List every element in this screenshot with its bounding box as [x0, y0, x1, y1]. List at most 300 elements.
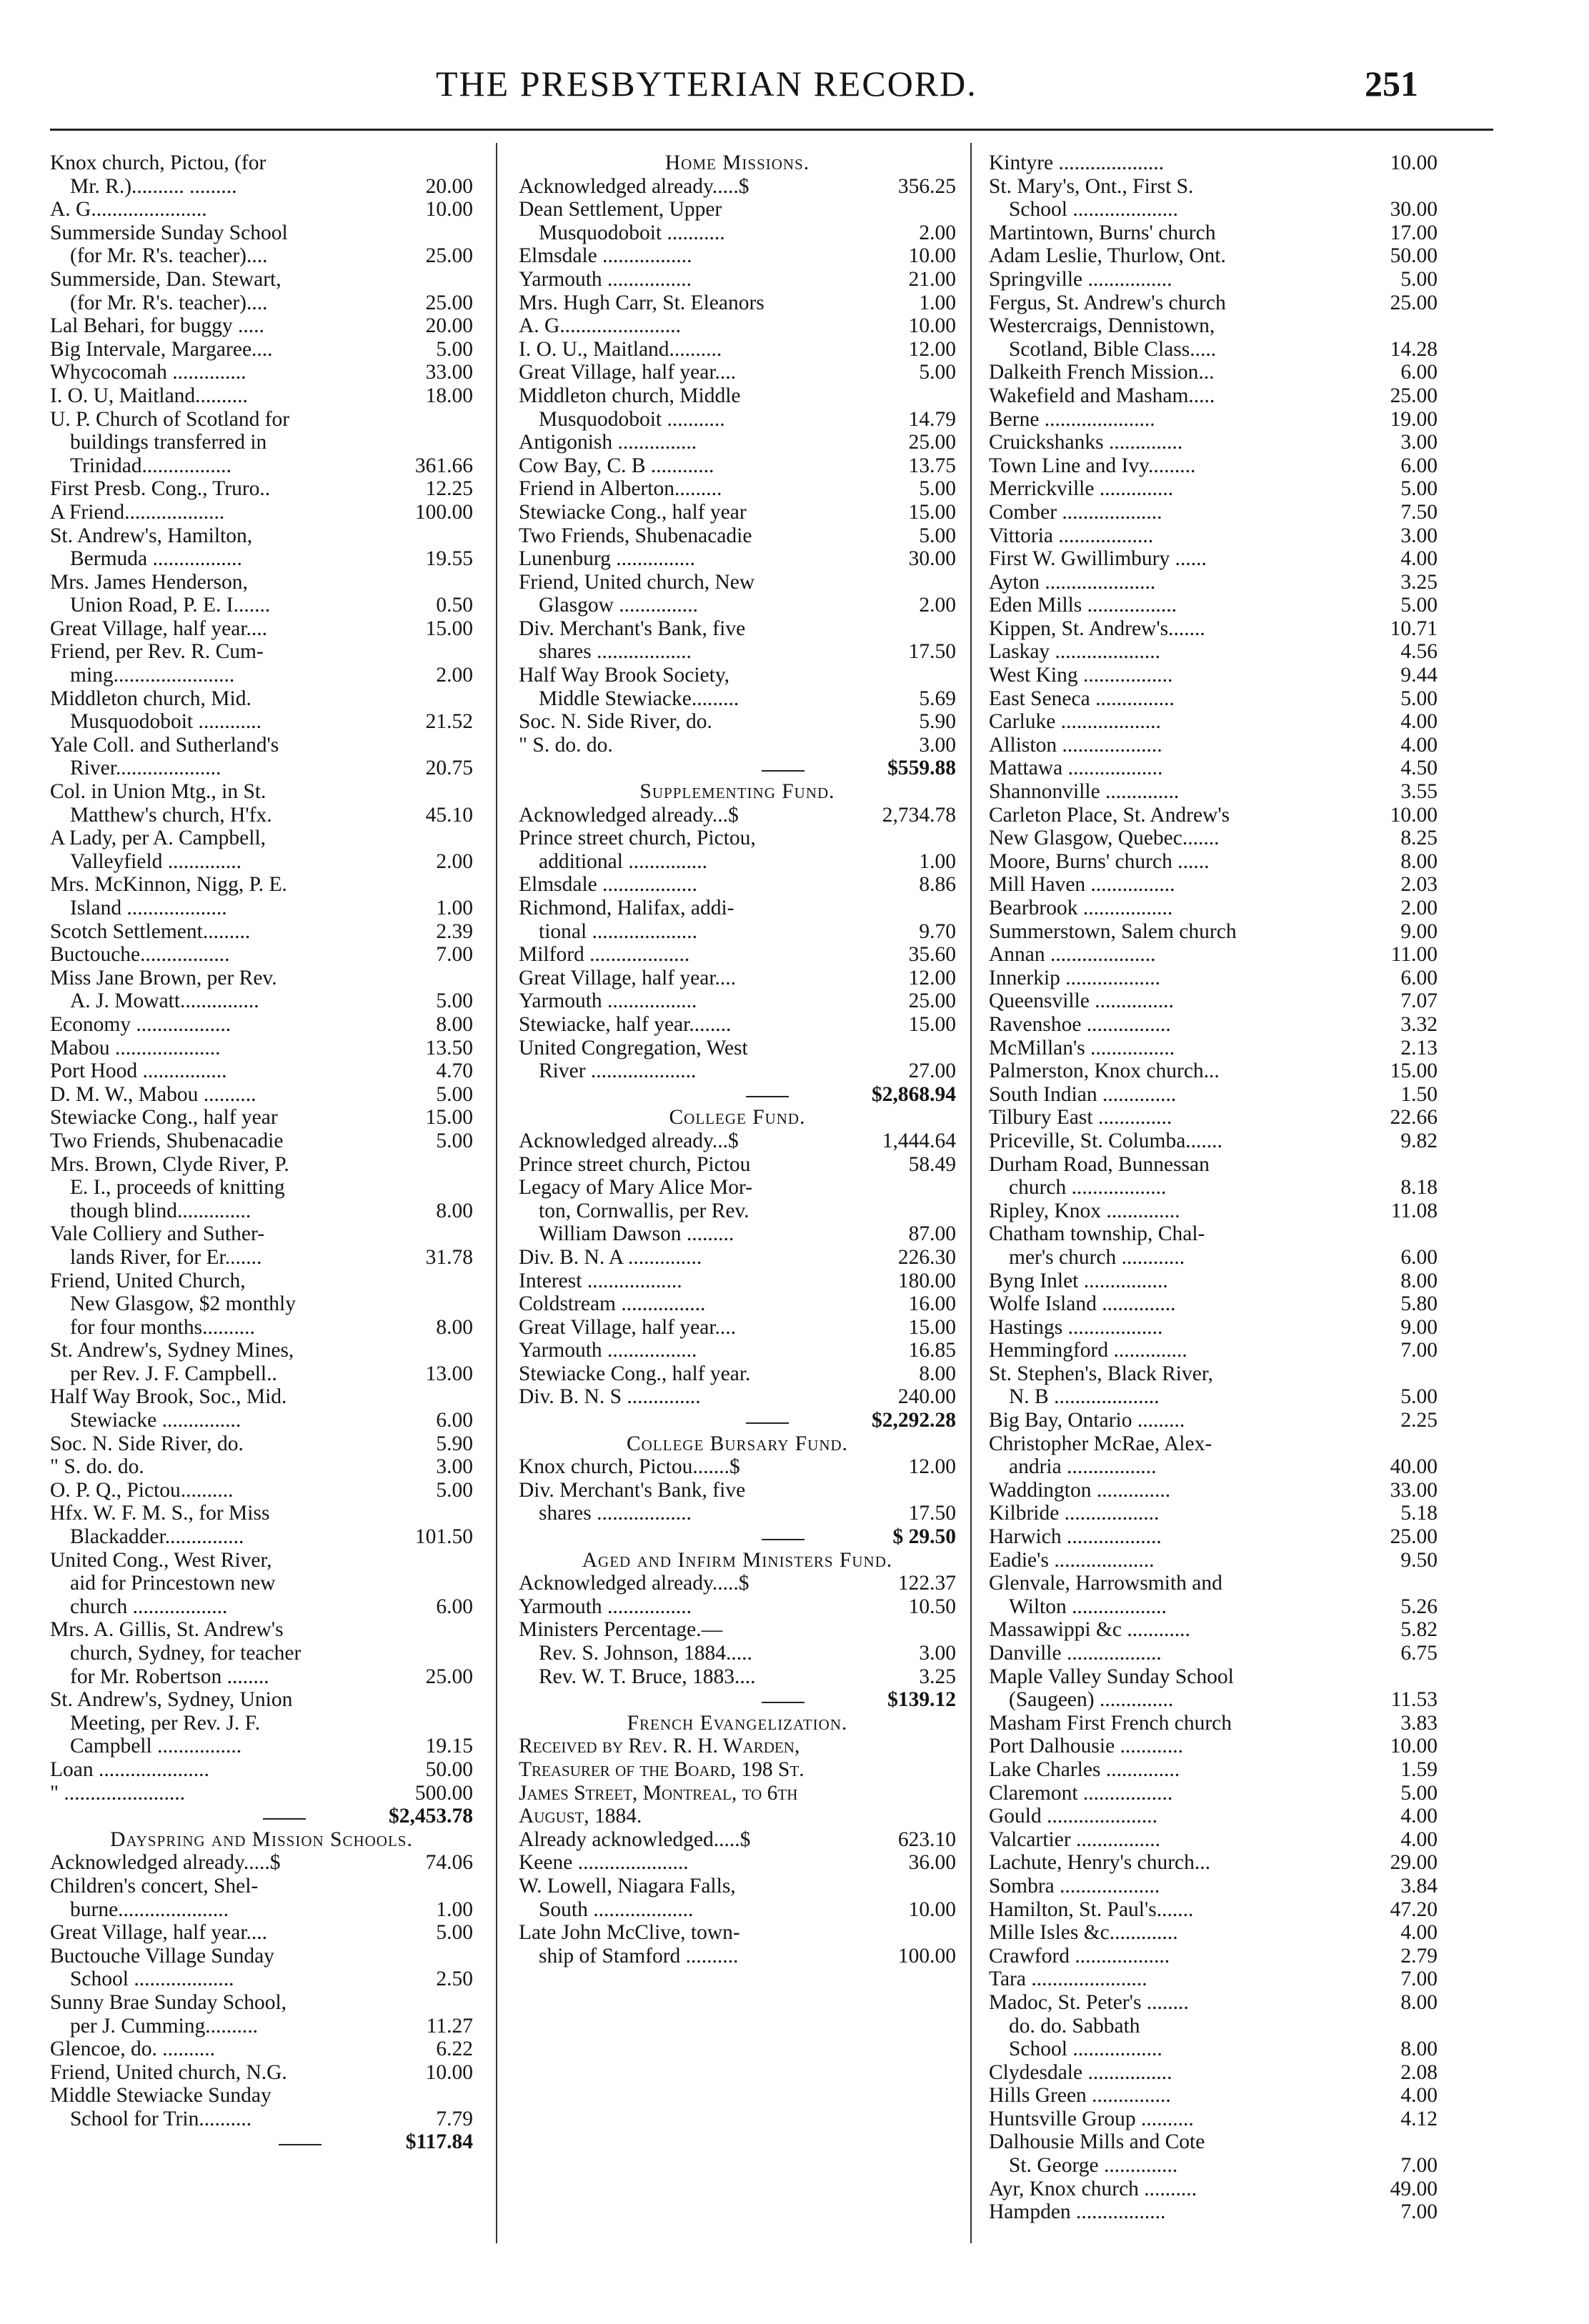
ledger-row: [519, 571, 956, 594]
entry-amount: 15.00: [425, 1106, 473, 1129]
entry-amount: 25.00: [1390, 291, 1438, 314]
entry-amount: 22.66: [1390, 1106, 1438, 1129]
entry-amount: 6.00: [1400, 361, 1438, 384]
entry-amount: 3.00: [436, 1455, 473, 1479]
ledger-row: [519, 943, 956, 967]
entry-label: Elmsdale ..................: [519, 873, 697, 897]
entry-label: Blackadder...............: [70, 1525, 244, 1549]
ledger-row: [519, 1176, 956, 1200]
entry-amount: 13.75: [908, 454, 956, 477]
ledger-row: [50, 1851, 473, 1875]
entry-label: N. B ....................: [1009, 1385, 1160, 1409]
entry-label: St. George ..............: [1009, 2154, 1178, 2178]
entry-label: Eden Mills .................: [989, 594, 1177, 617]
ledger-row: [50, 1409, 473, 1432]
entry-label: Berne .....................: [989, 407, 1155, 431]
ledger-row: [50, 431, 473, 454]
entry-label: James Street, Montreal, to 6th: [519, 1781, 798, 1805]
entry-label: Moore, Burns' church ......: [989, 849, 1210, 873]
entry-amount: 1.59: [1400, 1757, 1438, 1781]
total-dash: [762, 1539, 805, 1540]
ledger-row: [50, 1153, 473, 1177]
total-dash: [279, 2144, 322, 2145]
entry-amount: 2,734.78: [882, 803, 956, 827]
entry-label: Madoc, St. Peter's ........: [989, 1990, 1189, 2014]
entry-amount: 8.00: [919, 1362, 956, 1385]
entry-amount: 3.00: [1400, 524, 1438, 547]
ledger-row: [519, 967, 956, 990]
entry-amount: 7.00: [1400, 2154, 1438, 2178]
entry-label: Valleyfield ..............: [70, 849, 242, 873]
ledger-row: [989, 1921, 1438, 1945]
entry-amount: 10.00: [1390, 151, 1438, 174]
entry-amount: 12.25: [425, 477, 473, 501]
ledger-row: [519, 1945, 956, 1968]
entry-amount: 9.82: [1400, 1129, 1438, 1152]
entry-label: Chatham township, Chal-: [989, 1222, 1205, 1246]
ledger-row: [989, 1200, 1438, 1223]
entry-label: Two Friends, Shubenacadie: [50, 1129, 284, 1152]
ledger-row: [50, 1176, 473, 1200]
section-heading-text: College Fund.: [669, 1106, 806, 1129]
entry-amount: 2.39: [436, 919, 473, 943]
ledger-row: [50, 1898, 473, 1922]
entry-amount: 14.79: [908, 407, 956, 431]
entry-label: School .................: [1009, 2038, 1162, 2061]
ledger-row: [50, 1362, 473, 1386]
entry-amount: 33.00: [1390, 1478, 1438, 1502]
entry-label: Acknowledged already.....$: [519, 1572, 749, 1595]
section-note: [519, 1758, 956, 1782]
ledger-row: [989, 1083, 1438, 1107]
ledger-row: [989, 687, 1438, 711]
entry-amount: 5.90: [436, 1432, 473, 1455]
entry-label: Treasurer of the Board, 198 St.: [519, 1757, 805, 1781]
ledger-row: [50, 1642, 473, 1665]
ledger-row: [50, 1316, 473, 1340]
entry-amount: 45.10: [425, 803, 473, 827]
total-amount: $ 29.50: [892, 1525, 956, 1549]
ledger-row: [989, 1339, 1438, 1362]
column-left: [50, 151, 473, 2154]
entry-label: Middleton church, Mid.: [50, 687, 251, 710]
ledger-row: [989, 1385, 1438, 1409]
entry-amount: 15.00: [908, 1315, 956, 1339]
entry-label: Yarmouth .................: [519, 989, 697, 1013]
entry-amount: 5.00: [1400, 1781, 1438, 1805]
entry-label: buildings transferred in: [70, 431, 267, 454]
ledger-row: [519, 454, 956, 478]
entry-label: Knox church, Pictou.......$: [519, 1455, 740, 1479]
entry-label: New Glasgow, $2 monthly: [70, 1292, 297, 1316]
ledger-row: [989, 757, 1438, 780]
ledger-row: [50, 1945, 473, 1968]
entry-amount: 500.00: [414, 1781, 473, 1805]
entry-label: South ...................: [539, 1897, 694, 1921]
ledger-row: [989, 617, 1438, 641]
ledger-row: [989, 431, 1438, 454]
column-right: [989, 151, 1438, 2224]
ledger-row: [519, 431, 956, 454]
entry-amount: 49.00: [1390, 2177, 1438, 2200]
entry-label: Acknowledged already...$: [519, 1129, 739, 1152]
entry-label: for Mr. Robertson ........: [70, 1665, 269, 1688]
entry-label: Great Village, half year....: [50, 617, 268, 640]
entry-amount: 17.00: [1390, 221, 1438, 244]
entry-amount: 4.00: [1400, 1827, 1438, 1851]
section-total: [519, 757, 956, 780]
ledger-row: [989, 314, 1438, 338]
entry-amount: 3.25: [1400, 570, 1438, 594]
ledger-row: [50, 594, 473, 617]
ledger-row: [50, 850, 473, 874]
entry-label: West King .................: [989, 664, 1173, 687]
entry-label: Friend, United church, New: [519, 570, 755, 594]
ledger-row: [50, 967, 473, 990]
ledger-row: [989, 1292, 1438, 1316]
ledger-row: [989, 408, 1438, 432]
entry-label: Gould .....................: [989, 1805, 1157, 1828]
entry-amount: 6.00: [436, 1595, 473, 1618]
entry-amount: 25.00: [425, 1665, 473, 1688]
section-heading-text: Dayspring and Mission Schools.: [110, 1827, 413, 1851]
entry-label: shares ..................: [539, 640, 692, 664]
entry-label: Glencoe, do. ..........: [50, 2038, 216, 2061]
ledger-row: [989, 1595, 1438, 1619]
entry-label: Prince street church, Pictou: [519, 1152, 751, 1176]
ledger-row: [519, 1455, 956, 1479]
ledger-row: [989, 221, 1438, 245]
entry-label: Prince street church, Pictou,: [519, 827, 756, 850]
ledger-row: [519, 850, 956, 874]
entry-label: Musquodoboit ...........: [539, 221, 725, 244]
entry-label: Buctouche Village Sunday: [50, 1944, 274, 1968]
entry-amount: 36.00: [908, 1851, 956, 1875]
ledger-row: [519, 1316, 956, 1340]
ledger-row: [989, 594, 1438, 617]
entry-amount: 58.49: [908, 1152, 956, 1176]
entry-label: Elmsdale .................: [519, 244, 692, 268]
ledger-row: [50, 664, 473, 687]
entry-amount: 2.00: [436, 849, 473, 873]
ledger-row: [50, 1270, 473, 1293]
entry-label: Div. B. N. A ..............: [519, 1245, 702, 1269]
ledger-row: [519, 1385, 956, 1409]
entry-label: Whycocomah ..............: [50, 361, 246, 384]
ledger-row: [50, 687, 473, 711]
total-amount: $139.12: [887, 1688, 956, 1712]
entry-amount: 2.03: [1400, 873, 1438, 897]
entry-amount: 3.84: [1400, 1874, 1438, 1897]
ledger-row: [989, 547, 1438, 571]
ledger-row: [989, 943, 1438, 967]
entry-label: mer's church ............: [1009, 1245, 1185, 1269]
entry-label: Received by Rev. R. H. Warden,: [519, 1735, 800, 1758]
entry-amount: 361.66: [414, 454, 473, 477]
entry-label: Mille Isles &c.............: [989, 1921, 1178, 1945]
ledger-row: [989, 268, 1438, 291]
entry-amount: 11.08: [1390, 1199, 1438, 1222]
entry-label: Friend in Alberton.........: [519, 477, 722, 501]
entry-amount: 101.50: [414, 1525, 473, 1549]
ledger-row: [519, 175, 956, 199]
entry-label: Friend, United Church,: [50, 1269, 246, 1292]
entry-amount: 13.00: [425, 1362, 473, 1385]
entry-label: Summerside, Dan. Stewart,: [50, 267, 282, 291]
ledger-row: [519, 1059, 956, 1083]
entry-label: Mrs. A. Gillis, St. Andrew's: [50, 1618, 284, 1642]
entry-label: Christopher McRae, Alex-: [989, 1432, 1212, 1455]
entry-label: additional ...............: [539, 849, 707, 873]
entry-amount: 15.00: [908, 1012, 956, 1036]
entry-amount: 4.70: [436, 1059, 473, 1083]
entry-label: aid for Princestown new: [70, 1572, 276, 1595]
ledger-row: [50, 1339, 473, 1362]
entry-label: Mattawa ..................: [989, 757, 1163, 780]
section-note: [519, 1782, 956, 1805]
entry-amount: 25.00: [425, 244, 473, 268]
section-total: [50, 2130, 473, 2154]
ledger-row: [989, 1945, 1438, 1968]
section-heading-text: College Bursary Fund.: [626, 1432, 849, 1455]
entry-amount: 5.00: [1400, 594, 1438, 617]
entry-label: St. Andrew's, Sydney, Union: [50, 1688, 293, 1712]
entry-label: tional ....................: [539, 919, 698, 943]
entry-label: Div. Merchant's Bank, five: [519, 1478, 746, 1502]
section-heading-text: French Evangelization.: [627, 1711, 848, 1735]
entry-label: Hills Green ...............: [989, 2084, 1171, 2108]
ledger-row: [989, 850, 1438, 874]
section-heading-text: Home Missions.: [664, 151, 810, 174]
ledger-row: [50, 547, 473, 571]
entry-label: Great Village, half year....: [519, 1315, 737, 1339]
ledger-row: [519, 594, 956, 617]
entry-amount: 4.50: [1400, 757, 1438, 780]
ledger-row: [989, 1013, 1438, 1037]
ledger-row: [989, 873, 1438, 897]
entry-amount: 5.00: [1400, 267, 1438, 291]
entry-label: Milford ...................: [519, 943, 690, 967]
entry-label: Cow Bay, C. B ............: [519, 454, 714, 477]
entry-amount: 6.00: [436, 1409, 473, 1432]
ledger-row: [50, 2108, 473, 2131]
entry-label: Two Friends, Shubenacadie: [519, 524, 752, 547]
ledger-row: [50, 1455, 473, 1479]
entry-label: McMillan's ................: [989, 1036, 1175, 1059]
ledger-row: [989, 1409, 1438, 1432]
entry-amount: 16.85: [908, 1339, 956, 1362]
entry-label: Richmond, Halifax, addi-: [519, 897, 734, 919]
ledger-row: [50, 221, 473, 245]
ledger-row: [50, 1246, 473, 1270]
ledger-row: [50, 1385, 473, 1409]
entry-label: School ...................: [70, 1968, 234, 1991]
entry-label: Tara ......................: [989, 1968, 1147, 1991]
ledger-row: [50, 1479, 473, 1502]
entry-label: Priceville, St. Columba.......: [989, 1129, 1222, 1152]
ledger-row: [989, 571, 1438, 594]
ledger-row: [50, 1875, 473, 1898]
section-heading-text: Supplementing Fund.: [639, 780, 835, 804]
entry-amount: 180.00: [897, 1269, 956, 1292]
ledger-row: [989, 454, 1438, 478]
entry-label: School for Trin..........: [70, 2107, 252, 2130]
ledger-row: [519, 1851, 956, 1875]
entry-amount: 4.00: [1400, 547, 1438, 571]
ledger-row: [519, 664, 956, 687]
entry-label: East Seneca ...............: [989, 687, 1175, 710]
entry-label: Yale Coll. and Sutherland's: [50, 733, 279, 757]
entry-label: andria .................: [1009, 1455, 1157, 1479]
entry-label: Dalhousie Mills and Cote: [989, 2130, 1205, 2154]
ledger-row: [50, 1968, 473, 1991]
entry-label: Div. B. N. S ..............: [519, 1385, 701, 1409]
entry-amount: 20.00: [425, 314, 473, 338]
entry-amount: 31.78: [425, 1245, 473, 1269]
ledger-row: [50, 524, 473, 548]
entry-amount: 1.00: [919, 849, 956, 873]
entry-amount: 356.25: [897, 174, 956, 198]
entry-label: church, Sydney, for teacher: [70, 1642, 302, 1665]
ledger-row: [50, 1222, 473, 1246]
entry-label: Port Dalhousie ............: [989, 1735, 1184, 1758]
entry-label: " S. do. do.: [50, 1455, 144, 1479]
ledger-row: [50, 1059, 473, 1083]
ledger-row: [989, 804, 1438, 827]
entry-label: Kintyre ....................: [989, 151, 1164, 174]
ledger-row: [519, 338, 956, 361]
entry-label: per Rev. J. F. Campbell..: [70, 1362, 277, 1385]
entry-amount: 5.00: [436, 1921, 473, 1945]
entry-amount: 2.08: [1400, 2060, 1438, 2084]
entry-amount: 30.00: [1390, 198, 1438, 221]
ledger-row: [50, 804, 473, 827]
total-amount: $2,868.94: [872, 1082, 956, 1106]
ledger-row: [519, 1292, 956, 1316]
entry-label: Durham Road, Bunnessan: [989, 1152, 1210, 1176]
entry-amount: 74.06: [425, 1851, 473, 1875]
entry-label: Mr. R.).......... .........: [70, 174, 237, 198]
ledger-row: [50, 477, 473, 501]
entry-amount: 623.10: [897, 1827, 956, 1851]
entry-label: Lachute, Henry's church...: [989, 1851, 1211, 1875]
entry-label: Great Village, half year....: [519, 361, 737, 384]
ledger-row: [989, 1362, 1438, 1386]
entry-label: Fergus, St. Andrew's church: [989, 291, 1226, 314]
entry-label: First W. Gwillimbury ......: [989, 547, 1207, 571]
ledger-row: [50, 1502, 473, 1525]
entry-amount: 6.00: [1400, 454, 1438, 477]
entry-label: Massawippi &c ............: [989, 1618, 1190, 1642]
ledger-row: [50, 734, 473, 757]
ledger-row: [989, 2154, 1438, 2178]
entry-label: Sunny Brae Sunday School,: [50, 1990, 287, 2014]
ledger-row: [989, 1572, 1438, 1595]
entry-amount: 17.50: [908, 1502, 956, 1525]
ledger-row: [989, 1665, 1438, 1689]
ledger-row: [50, 710, 473, 734]
entry-label: Glasgow ...............: [539, 594, 698, 617]
entry-label: Dalkeith French Mission...: [989, 361, 1215, 384]
entry-label: Mrs. McKinnon, Nigg, P. E.: [50, 873, 287, 897]
ledger-row: [50, 244, 473, 268]
ledger-row: [989, 1270, 1438, 1293]
entry-label: Summerstown, Salem church: [989, 919, 1237, 943]
entry-label: Comber ...................: [989, 500, 1162, 524]
entry-amount: 5.00: [436, 989, 473, 1013]
entry-amount: 226.30: [897, 1245, 956, 1269]
ledger-row: [519, 1572, 956, 1595]
ledger-row: [519, 1875, 956, 1898]
entry-amount: 11.53: [1390, 1688, 1438, 1712]
entry-label: Port Hood ................: [50, 1059, 227, 1083]
total-dash: [762, 770, 805, 772]
entry-amount: 19.55: [425, 547, 473, 571]
ledger-row: [519, 314, 956, 338]
entry-amount: 20.75: [425, 757, 473, 780]
entry-amount: 1.00: [436, 897, 473, 919]
entry-amount: 8.00: [1400, 2038, 1438, 2061]
ledger-row: [989, 1129, 1438, 1153]
total-amount: $559.88: [887, 757, 956, 780]
entry-label: Summerside Sunday School: [50, 221, 288, 244]
ledger-row: [989, 1618, 1438, 1642]
ledger-row: [50, 757, 473, 780]
entry-label: Big Bay, Ontario .........: [989, 1409, 1185, 1432]
ledger-row: [519, 1222, 956, 1246]
ledger-row: [519, 198, 956, 221]
entry-label: I. O. U, Maitland..........: [50, 384, 248, 407]
ledger-row: [519, 1479, 956, 1502]
section-heading: [519, 780, 956, 804]
entry-amount: 8.00: [436, 1012, 473, 1036]
entry-amount: 7.00: [1400, 1339, 1438, 1362]
entry-label: Acknowledged already...$: [519, 803, 739, 827]
entry-amount: 7.07: [1400, 989, 1438, 1013]
entry-label: Ripley, Knox ..............: [989, 1199, 1180, 1222]
entry-amount: 10.00: [908, 314, 956, 338]
ledger-row: [519, 361, 956, 384]
entry-amount: 15.00: [908, 500, 956, 524]
entry-label: Springville ................: [989, 267, 1172, 291]
ledger-row: [50, 198, 473, 221]
entry-amount: 3.83: [1400, 1711, 1438, 1735]
ledger-row: [519, 873, 956, 897]
entry-label: (for Mr. R's. teacher)....: [70, 244, 268, 268]
ledger-row: [519, 501, 956, 524]
ledger-row: [989, 1316, 1438, 1340]
ledger-row: [50, 314, 473, 338]
section-heading: [519, 151, 956, 175]
entry-amount: 5.18: [1400, 1502, 1438, 1525]
ledger-row: [989, 477, 1438, 501]
ledger-row: [50, 1712, 473, 1735]
entry-label: Matthew's church, H'fx.: [70, 803, 272, 827]
ledger-row: [519, 640, 956, 664]
ledger-row: [989, 967, 1438, 990]
entry-label: Carleton Place, St. Andrew's: [989, 803, 1230, 827]
column-middle: [519, 151, 956, 1968]
ledger-row: [989, 151, 1438, 175]
entry-label: Mill Haven ................: [989, 873, 1175, 897]
total-dash: [746, 1096, 789, 1097]
entry-amount: 21.52: [425, 710, 473, 734]
entry-amount: 4.00: [1400, 1805, 1438, 1828]
entry-amount: 122.37: [897, 1572, 956, 1595]
ledger-row: [989, 1037, 1438, 1060]
ledger-row: [989, 1176, 1438, 1200]
section-heading: [519, 1549, 956, 1572]
